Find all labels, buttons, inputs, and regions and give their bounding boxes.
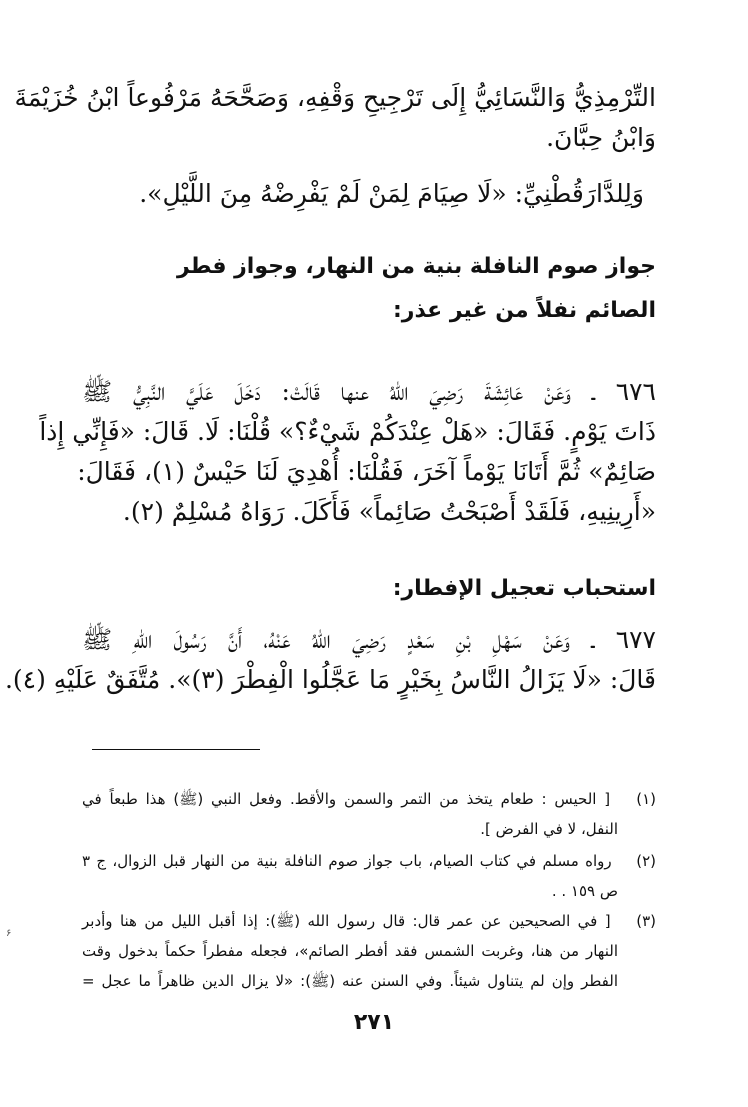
footnote-text: [ الحيس : طعام يتخذ من التمر والسمن والأقط. وفعل النبي (ﷺ) هذا طبعاً في: [82, 790, 611, 808]
footnote-text: [ في الصحيحين عن عمر قال: قال رسول الله (ﷺ): إذا أقبل الليل من هنا وأدبر: [82, 912, 611, 930]
hadith-677: [4, 620, 656, 700]
footnote-3: [82, 906, 656, 996]
footnote-text: ص ١٥٩ . .: [551, 882, 618, 900]
footnote-number: (٣): [636, 912, 656, 930]
heading-line: الصائم نفلاً من غير عذر:: [392, 298, 656, 323]
paragraph-tirmidhi: [14, 78, 656, 158]
heading-line: جواز صوم النافلة بنية من النهار، وجواز فطر: [176, 254, 656, 279]
footnote-text: الفطر وإن لم يتناول شيئاً. وفي السنن عنه (ﷺ): «لا يزال الدين ظاهراً ما عجل =: [82, 972, 618, 990]
paragraph-daraqutni: [82, 174, 656, 214]
section-heading-nafila: [82, 250, 656, 328]
text-line: صَائِمٌ» ثُمَّ أَتَانَا يَوْماً آخَرَ، فَقُلْنَا: أُهْدِيَ لَنَا حَيْسٌ (١)، فَقَالَ:: [77, 457, 656, 486]
text-line: ذَاتَ يَوْمٍ. فَقَالَ: «هَلْ عِنْدَكُمْ شَيْءٌ؟» قُلْنَا: لَا. قَالَ: «فَإِنِّي إِذاً: [39, 417, 656, 446]
text-line: قَالَ: «لَا يَزَالُ النَّاسُ بِخَيْرٍ مَا عَجَّلُوا الْفِطْرَ (٣)». مُتَّفَقٌ عَلَيْهِ (٤).: [4, 665, 656, 694]
text-line: ٦٧٦ ـ وَعَنْ عَائِشَةَ رَضِيَ اللهُ عنها قَالَتْ: دَخَلَ عَلَيَّ النَّبِيُّ ﷺ: [82, 377, 656, 406]
hadith-676: [39, 372, 656, 532]
margin-mark: ۶: [6, 928, 12, 939]
footnote-number: (١): [636, 790, 656, 808]
footnote-text: النفل، لا في الفرض ].: [480, 820, 618, 838]
page-number: ٢٧١: [353, 1010, 395, 1035]
footnote-divider: [92, 749, 260, 750]
text-line: التِّرْمِذِيُّ وَالنَّسَائِيُّ إِلَى تَرْجِيحِ وَقْفِهِ، وَصَحَّحَهُ مَرْفُوعاً ابْنُ خُزَيْمَةَ: [14, 83, 656, 112]
footnote-text: رواه مسلم في كتاب الصيام، باب جواز صوم النافلة بنية من النهار قبل الزوال، ج ٣: [82, 852, 612, 870]
footnote-2: [82, 846, 656, 906]
footnote-number: (٢): [636, 852, 656, 870]
footnote-text: النهار من هنا، وغربت الشمس فقد أفطر الصائم»، فجعله مفطراً حكماً بدخول وقت: [82, 942, 618, 960]
footnote-1: [82, 784, 656, 844]
text-line: وَلِلدَّارَقُطْنِيِّ: «لَا صِيَامَ لِمَنْ لَمْ يَفْرِضْهُ مِنَ اللَّيْلِ».: [139, 179, 644, 208]
text-line: ٦٧٧ ـ وَعَنْ سَهْلِ بْنِ سَعْدٍ رَضِيَ اللهُ عَنْهُ، أَنَّ رَسُولَ اللهِ ﷺ: [82, 625, 656, 654]
text-line: وَابْنُ حِبَّانَ.: [546, 123, 656, 152]
text-line: «أَرِينِيهِ، فَلَقَدْ أَصْبَحْتُ صَائِماً» فَأَكَلَ. رَوَاهُ مُسْلِمٌ (٢).: [122, 497, 656, 526]
section-heading-iftar-text: استحباب تعجيل الإفطار:: [392, 576, 656, 601]
